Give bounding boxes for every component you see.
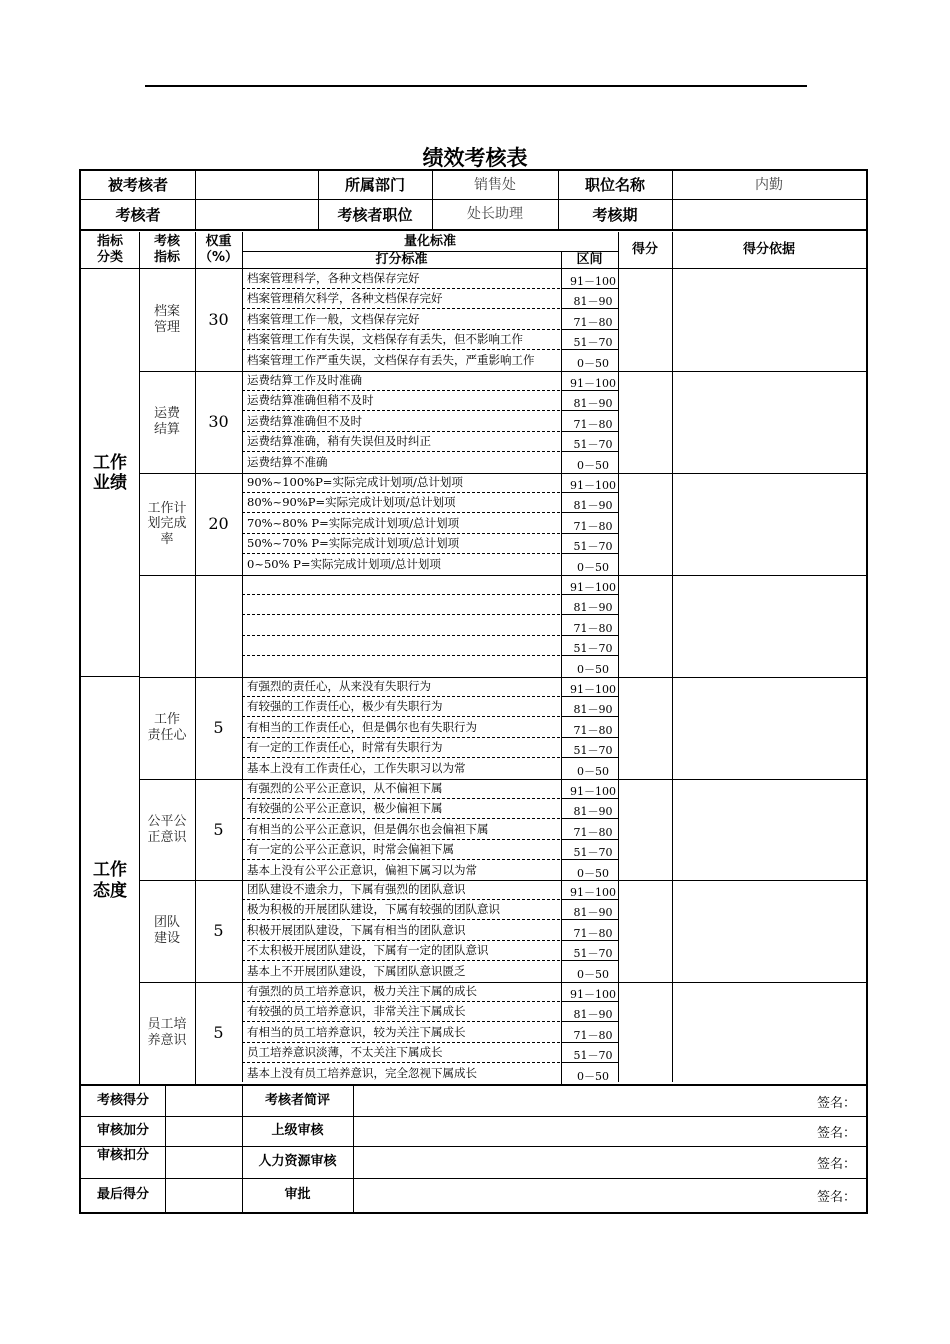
category-attitude: 工作 态度 — [93, 860, 127, 901]
criteria-divider — [242, 919, 560, 920]
criteria-divider — [242, 798, 560, 799]
assessor-label: 考核者 — [115, 205, 161, 224]
criteria-divider — [242, 594, 560, 595]
review-label: 人力资源审核 — [258, 1154, 337, 1170]
col-divider — [353, 1086, 354, 1212]
criteria-divider — [242, 492, 560, 493]
period-field[interactable] — [672, 200, 866, 229]
range-value: 0－50 — [577, 560, 609, 574]
criteria-divider — [242, 1021, 560, 1022]
criteria-text: 团队建设不遗余力，下属有强烈的团队意识 — [247, 882, 466, 896]
assessee-label: 被考核者 — [107, 176, 168, 194]
criteria-text: 有强烈的公平公正意识，从不偏袒下属 — [247, 781, 443, 795]
range-value: 51－70 — [573, 642, 613, 656]
row-divider — [81, 229, 866, 231]
criteria-text: 有强烈的责任心，从来没有失职行为 — [247, 679, 431, 693]
assessor-position-label: 考核者职位 — [337, 205, 413, 224]
indicator-weight: 20 — [208, 514, 229, 534]
col-quant: 量化标准 — [403, 233, 456, 249]
criteria-divider — [242, 859, 560, 860]
criteria-divider — [242, 431, 560, 432]
col-basis: 得分依据 — [742, 242, 795, 258]
range-value: 71－80 — [573, 825, 613, 839]
criteria-text: 基本上没有工作责任心，工作失职习以为常 — [247, 760, 466, 775]
indicator-name: 工作 责任心 — [147, 712, 187, 743]
assessor-position-field[interactable]: 处长助理 — [467, 206, 523, 223]
range-value: 71－80 — [573, 519, 613, 533]
position-field[interactable]: 内勤 — [755, 176, 783, 193]
range-value: 81－90 — [573, 703, 613, 717]
criteria-text: 有相当的员工培养意识，较为关注下属成长 — [247, 1024, 466, 1039]
criteria-text: 有强烈的员工培养意识，极力关注下属的成长 — [247, 984, 477, 998]
criteria-divider — [242, 512, 560, 513]
indicator-name: 团队 建设 — [153, 915, 180, 946]
indicator-weight: 5 — [213, 1023, 224, 1043]
range-value: 0－50 — [577, 662, 609, 676]
row-divider — [81, 1116, 866, 1117]
range-value: 51－70 — [573, 336, 613, 350]
signature-label: 签名： — [817, 1126, 857, 1141]
indicator-name: 运费 结算 — [153, 406, 180, 437]
range-value: 71－80 — [573, 621, 613, 635]
range-value: 91－100 — [570, 988, 616, 1001]
range-value: 81－90 — [573, 397, 613, 411]
criteria-text: 员工培养意识淡薄，不太关注下属成长 — [247, 1045, 443, 1060]
criteria-text: 有较强的工作责任心，极少有失职行为 — [247, 699, 443, 714]
footer-label: 最后得分 — [96, 1187, 149, 1203]
criteria-divider — [242, 288, 560, 289]
col-category: 指标 分类 — [96, 234, 123, 265]
col-divider — [672, 232, 673, 1082]
criteria-text: 积极开展团队建设，下属有相当的团队意识 — [247, 922, 466, 937]
assessee-field[interactable] — [195, 171, 318, 199]
period-label: 考核期 — [592, 205, 638, 224]
criteria-text: 有一定的公平公正意识，时常会偏袒下属 — [247, 842, 454, 857]
indicator-name — [139, 575, 195, 677]
range-value: 71－80 — [573, 417, 613, 431]
row-divider — [139, 575, 866, 576]
criteria-text: 档案管理科学，各种文档保存完好 — [247, 271, 420, 285]
criteria-text: 70%~80% P=实际完成计划项/总计划项 — [247, 515, 460, 530]
criteria-divider — [242, 737, 560, 738]
criteria-text: 有一定的工作责任心，时常有失职行为 — [247, 740, 443, 755]
indicator-name: 档案 管理 — [153, 304, 180, 335]
criteria-text: 运费结算准确，稍有失误但及时纠正 — [247, 434, 431, 449]
criteria-text: 0~50% P=实际完成计划项/总计划项 — [247, 556, 441, 571]
criteria-divider — [242, 308, 560, 309]
criteria-text: 不太积极开展团队建设，下属有一定的团队意识 — [247, 943, 489, 958]
criteria-text: 基本上没有公平公正意识，偏袒下属习以为常 — [247, 862, 477, 877]
header-rule — [145, 85, 807, 87]
range-value: 0－50 — [577, 866, 609, 880]
criteria-divider — [242, 899, 560, 900]
col-divider — [242, 232, 243, 1082]
signature-label: 签名： — [817, 1190, 857, 1205]
criteria-text: 基本上没有员工培养意识，完全忽视下属成长 — [247, 1065, 477, 1080]
criteria-divider — [242, 757, 560, 758]
range-value: 81－90 — [573, 1008, 613, 1022]
range-value: 71－80 — [573, 1028, 613, 1042]
range-value: 91－100 — [570, 275, 616, 288]
criteria-text: 有相当的公平公正意识，但是偶尔也会偏袒下属 — [247, 821, 489, 836]
criteria-divider — [242, 410, 560, 411]
footer-label: 审核加分 — [96, 1123, 149, 1139]
indicator-weight: 5 — [213, 718, 224, 738]
range-value: 0－50 — [577, 458, 609, 472]
criteria-divider — [242, 655, 560, 656]
row-divider — [81, 1146, 866, 1147]
col-divider — [165, 1086, 166, 1212]
range-value: 81－90 — [573, 601, 613, 615]
col-divider — [561, 251, 562, 1084]
criteria-text: 有较强的员工培养意识，非常关注下属成长 — [247, 1004, 466, 1019]
criteria-divider — [242, 614, 560, 615]
criteria-divider — [242, 635, 560, 636]
criteria-text: 有较强的公平公正意识，极少偏袒下属 — [247, 801, 443, 816]
indicator-name: 工作计 划完成 率 — [147, 500, 187, 547]
criteria-text: 运费结算准确但不及时 — [247, 413, 362, 428]
range-value: 51－70 — [573, 744, 613, 758]
signature-label: 签名： — [817, 1096, 857, 1111]
indicator-name: 员工培 养意识 — [147, 1017, 187, 1048]
criteria-text: 50%~70% P=实际完成计划项/总计划项 — [247, 536, 460, 551]
range-value: 0－50 — [577, 356, 609, 370]
criteria-divider — [242, 390, 560, 391]
criteria-divider — [242, 1042, 560, 1043]
col-weight: 权重 （%） — [198, 234, 239, 265]
criteria-text: 有相当的工作责任心，但是偶尔也有失职行为 — [247, 719, 477, 734]
row-divider — [81, 1178, 866, 1179]
range-value: 71－80 — [573, 723, 613, 737]
criteria-text: 档案管理工作有失误，文档保存有丢失，但不影响工作 — [247, 332, 523, 347]
range-value: 0－50 — [577, 967, 609, 981]
range-value: 0－50 — [577, 1069, 609, 1083]
criteria-divider — [242, 716, 560, 717]
footer-label: 审核扣分 — [96, 1148, 149, 1163]
range-value: 81－90 — [573, 499, 613, 513]
criteria-divider — [242, 839, 560, 840]
range-value: 71－80 — [573, 315, 613, 329]
col-range: 区间 — [576, 251, 603, 267]
indicator-name: 公平公 正意识 — [147, 814, 187, 845]
criteria-text: 档案管理工作一般，文档保存完好 — [247, 311, 420, 326]
criteria-divider — [242, 960, 560, 961]
assessor-field[interactable] — [195, 200, 318, 229]
criteria-divider — [242, 553, 560, 554]
range-value: 91－100 — [570, 377, 616, 390]
criteria-divider — [242, 1062, 560, 1063]
range-value: 81－90 — [573, 805, 613, 819]
criteria-text: 80%~90%P=实际完成计划项/总计划项 — [247, 495, 456, 510]
range-value: 51－70 — [573, 540, 613, 554]
criteria-divider — [242, 818, 560, 819]
row-divider — [81, 1084, 866, 1086]
criteria-text: 档案管理稍欠科学，各种文档保存完好 — [247, 291, 443, 306]
range-value: 51－70 — [573, 438, 613, 452]
review-label: 考核者简评 — [264, 1093, 330, 1109]
range-value: 51－70 — [573, 1049, 613, 1063]
range-value: 0－50 — [577, 764, 609, 778]
col-criteria: 打分标准 — [375, 251, 428, 267]
range-value: 91－100 — [570, 886, 616, 899]
criteria-text: 档案管理工作严重失误，文档保存有丢失，严重影响工作 — [247, 352, 535, 367]
range-value: 81－90 — [573, 906, 613, 920]
criteria-text: 运费结算不准确 — [247, 454, 328, 469]
col-divider — [618, 232, 619, 1082]
criteria-divider — [242, 451, 560, 452]
position-label: 职位名称 — [584, 176, 645, 194]
row-divider — [81, 676, 139, 677]
dept-label: 所属部门 — [344, 176, 405, 194]
range-value: 71－80 — [573, 926, 613, 940]
indicator-weight: 5 — [213, 820, 224, 840]
criteria-text: 运费结算工作及时准确 — [247, 373, 362, 387]
criteria-divider — [242, 696, 560, 697]
indicator-weight — [195, 575, 242, 677]
col-score: 得分 — [631, 242, 658, 258]
review-label: 上级审核 — [271, 1123, 324, 1139]
review-label: 审批 — [284, 1187, 311, 1203]
indicator-weight: 5 — [213, 921, 224, 941]
indicator-weight: 30 — [208, 310, 229, 330]
range-value: 51－70 — [573, 846, 613, 860]
footer-label: 考核得分 — [96, 1093, 149, 1109]
criteria-divider — [242, 349, 560, 350]
category-performance: 工作 业绩 — [93, 452, 127, 493]
criteria-divider — [242, 329, 560, 330]
criteria-divider — [242, 1001, 560, 1002]
range-value: 91－100 — [570, 479, 616, 492]
criteria-text: 基本上不开展团队建设，下属团队意识匮乏 — [247, 963, 466, 978]
range-value: 91－100 — [570, 683, 616, 696]
range-value: 81－90 — [573, 295, 613, 309]
range-value: 91－100 — [570, 581, 616, 594]
dept-field[interactable]: 销售处 — [474, 176, 516, 193]
criteria-text: 极为积极的开展团队建设，下属有较强的团队意识 — [247, 902, 500, 917]
criteria-divider — [242, 533, 560, 534]
range-value: 51－70 — [573, 947, 613, 961]
col-indicator: 考核 指标 — [153, 234, 180, 265]
criteria-divider — [242, 940, 560, 941]
range-value: 91－100 — [570, 785, 616, 798]
criteria-text: 运费结算准确但稍不及时 — [247, 393, 374, 408]
form-title: 绩效考核表 — [422, 146, 528, 170]
indicator-weight: 30 — [208, 412, 229, 432]
signature-label: 签名： — [817, 1157, 857, 1172]
criteria-text: 90%~100%P=实际完成计划项/总计划项 — [247, 475, 463, 489]
